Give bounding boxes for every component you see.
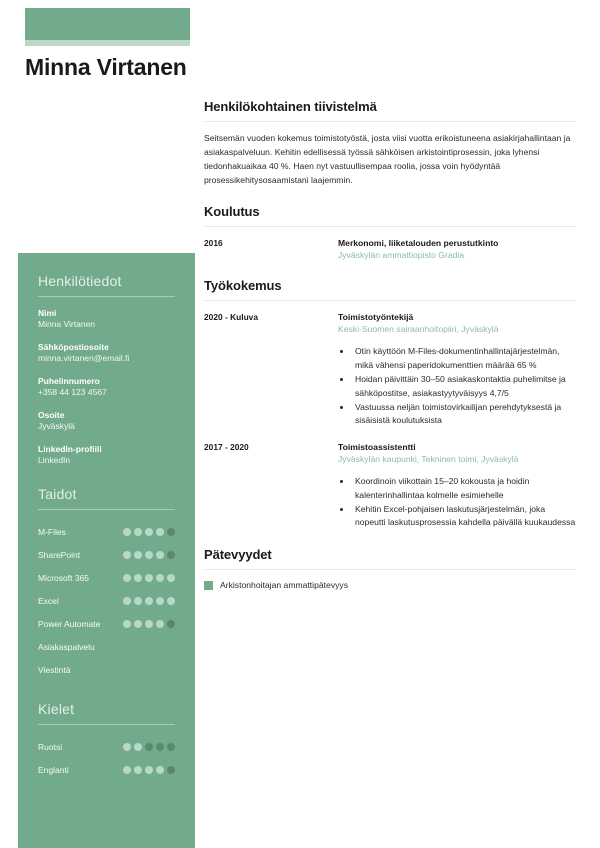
personal-details-list — [38, 308, 175, 467]
section-education — [204, 204, 576, 262]
detail-item — [38, 376, 175, 399]
education-degree: Merkonomi, liiketalouden perustutkinto — [338, 237, 499, 248]
rating-dots — [123, 620, 175, 628]
rating-dot-filled — [123, 551, 131, 559]
header-accent-block — [25, 8, 190, 40]
detail-label: Puhelinnumero — [38, 375, 100, 386]
detail-label: Osoite — [38, 409, 65, 420]
rating-label: Excel — [38, 596, 59, 607]
rating-dot-filled — [167, 574, 175, 582]
detail-label: Sähköpostiosoite — [38, 341, 109, 352]
experience-body — [338, 441, 576, 531]
rating-dot-filled — [123, 620, 131, 628]
rating-dot-empty — [156, 743, 164, 751]
rating-dot-filled — [156, 574, 164, 582]
skills-list — [38, 521, 175, 682]
rating-dot-filled — [156, 597, 164, 605]
divider — [38, 724, 175, 725]
experience-role: Toimistoassistentti — [338, 441, 416, 452]
rating-dot-filled — [156, 551, 164, 559]
rating-dot-filled — [134, 551, 142, 559]
rating-row — [38, 659, 175, 682]
rating-dot-filled — [134, 743, 142, 751]
rating-dots — [123, 574, 175, 582]
detail-value: minna.virtanen@email.fi — [38, 353, 130, 364]
experience-bullets — [352, 475, 576, 530]
languages-list — [38, 736, 175, 782]
rating-dot-filled — [156, 620, 164, 628]
experience-bullet: • Koordinoin viikottain 15–20 kokousta ja hoidin kalenterinhallintaa kolmelle esimiehelle — [352, 475, 576, 502]
section-qualifications — [204, 547, 576, 591]
experience-date: 2020 - Kuluva — [204, 312, 258, 323]
rating-dots — [123, 597, 175, 605]
rating-dot-filled — [134, 574, 142, 582]
divider — [204, 226, 576, 227]
rating-dots — [123, 743, 175, 751]
divider — [38, 296, 175, 297]
rating-dot-filled — [123, 766, 131, 774]
detail-item — [38, 410, 175, 433]
education-body — [338, 237, 576, 262]
rating-dot-filled — [134, 620, 142, 628]
detail-item — [38, 308, 175, 331]
rating-dot-filled — [123, 528, 131, 536]
rating-dot-filled — [145, 620, 153, 628]
detail-value: Minna Virtanen — [38, 319, 96, 330]
rating-dot-filled — [145, 597, 153, 605]
education-institution: Jyväskylän ammattiopisto Gradia — [338, 250, 465, 261]
rating-dots — [123, 551, 175, 559]
rating-dot-filled — [156, 528, 164, 536]
rating-dots — [123, 766, 175, 774]
sidebar-section-languages — [38, 701, 175, 782]
rating-row — [38, 521, 175, 544]
square-bullet-icon — [204, 581, 213, 590]
education-date: 2016 — [204, 237, 223, 248]
rating-label: Power Automate — [38, 619, 101, 630]
rating-dot-empty — [167, 766, 175, 774]
rating-dot-filled — [134, 597, 142, 605]
qualification-item — [204, 580, 576, 591]
rating-label: Viestintä — [38, 665, 71, 676]
rating-label: Asiakaspalvelu — [38, 642, 95, 653]
rating-dot-filled — [123, 574, 131, 582]
rating-row — [38, 567, 175, 590]
detail-value: +358 44 123 4567 — [38, 387, 107, 398]
qualification-text: Arkistonhoitajan ammattipätevyys — [220, 579, 349, 590]
rating-dot-filled — [134, 528, 142, 536]
summary-text: Seitsemän vuoden kokemus toimistotyöstä, josta viisi vuotta erikoistuneena asiakirjahallintaan ja asiakaspalveluun. Kehitin edellisessä työssä sähköisen arkistointiprosessin, joka lyhensi tiedonhakuaikaa 40 %. Haen nyt vastuullisempaa roolia, jossa voin hyödyntää prosessikehitysosaamistani laajemmin. — [204, 133, 571, 185]
detail-label: LinkedIn-profiili — [38, 443, 102, 454]
section-title-education: Koulutus — [204, 203, 260, 219]
experience-date: 2017 - 2020 — [204, 441, 249, 452]
education-entry — [204, 237, 576, 262]
rating-dots — [123, 528, 175, 536]
qualifications-list — [204, 580, 576, 591]
rating-label: Microsoft 365 — [38, 573, 90, 584]
experience-entry-head — [204, 441, 576, 531]
experience-role: Toimistotyöntekijä — [338, 312, 414, 323]
rating-dot-empty — [167, 528, 175, 536]
rating-dot-empty — [167, 551, 175, 559]
sidebar — [18, 253, 195, 848]
section-title-qualifications: Pätevyydet — [204, 546, 272, 562]
divider — [204, 121, 576, 122]
experience-organization: Keski-Suomen sairaanhoitopiiri, Jyväskylä — [338, 324, 499, 335]
sidebar-section-personal-details — [38, 273, 175, 467]
rating-dot-filled — [145, 766, 153, 774]
detail-item — [38, 444, 175, 467]
sidebar-skills-title: Taidot — [38, 485, 77, 502]
experience-entry — [204, 311, 576, 429]
rating-dot-filled — [123, 743, 131, 751]
rating-row — [38, 613, 175, 636]
linkedin-link[interactable]: LinkedIn — [38, 455, 71, 466]
rating-dot-filled — [156, 766, 164, 774]
section-title-summary: Henkilökohtainen tiivistelmä — [204, 99, 377, 114]
experience-list — [204, 311, 576, 531]
rating-dot-filled — [145, 574, 153, 582]
experience-bullet: • Hoidan päivittäin 30–50 asiakaskontaktia puhelimitse ja sähköpostitse, asiakastyytyväisyys 4,7/5 — [352, 373, 576, 400]
sidebar-languages-title: Kielet — [38, 700, 75, 717]
detail-label: Nimi — [38, 308, 57, 318]
experience-body — [338, 311, 576, 429]
sidebar-personal-title: Henkilötiedot — [38, 273, 122, 289]
experience-bullet: • Kehitin Excel-pohjaisen laskutusjärjestelmän, joka nopeutti laskutusprosessia kahdella päivällä kuukaudessa — [352, 503, 576, 530]
experience-organization: Jyväskylän kaupunki, Tekninen toimi, Jyväskylä — [338, 454, 519, 465]
rating-dot-filled — [145, 528, 153, 536]
section-summary — [204, 99, 576, 188]
rating-label: SharePoint — [38, 550, 81, 561]
experience-entry-head — [204, 311, 576, 429]
rating-dot-empty — [167, 743, 175, 751]
experience-bullets — [352, 345, 576, 427]
rating-dot-filled — [134, 766, 142, 774]
main-column — [204, 99, 576, 591]
rating-dot-filled — [123, 597, 131, 605]
section-title-experience: Työkokemus — [204, 278, 282, 294]
rating-dot-empty — [167, 620, 175, 628]
rating-row — [38, 544, 175, 567]
rating-label: Englanti — [38, 765, 69, 776]
rating-row — [38, 736, 175, 759]
detail-value: Jyväskylä — [38, 421, 75, 432]
section-experience — [204, 278, 576, 531]
rating-label: Ruotsi — [38, 742, 63, 753]
rating-dot-filled — [167, 597, 175, 605]
divider — [204, 569, 576, 570]
page-title: Minna Virtanen — [25, 54, 187, 80]
detail-item — [38, 342, 175, 365]
rating-dot-filled — [145, 551, 153, 559]
header-accent-strip — [25, 40, 190, 46]
rating-row — [38, 590, 175, 613]
rating-row — [38, 636, 175, 659]
rating-label: M-Files — [38, 527, 66, 538]
divider — [38, 509, 175, 510]
divider — [204, 300, 576, 301]
experience-entry — [204, 441, 576, 531]
experience-bullet: • Otin käyttöön M-Files-dokumentinhallintajärjestelmän, mikä vähensi paperidokumenttien määrää 65 % — [352, 345, 576, 372]
sidebar-section-skills — [38, 486, 175, 682]
experience-bullet: • Vastuussa neljän toimistovirkailijan perehdytyksestä ja sisäisistä koulutuksista — [352, 401, 576, 428]
rating-row — [38, 759, 175, 782]
rating-dot-empty — [145, 743, 153, 751]
